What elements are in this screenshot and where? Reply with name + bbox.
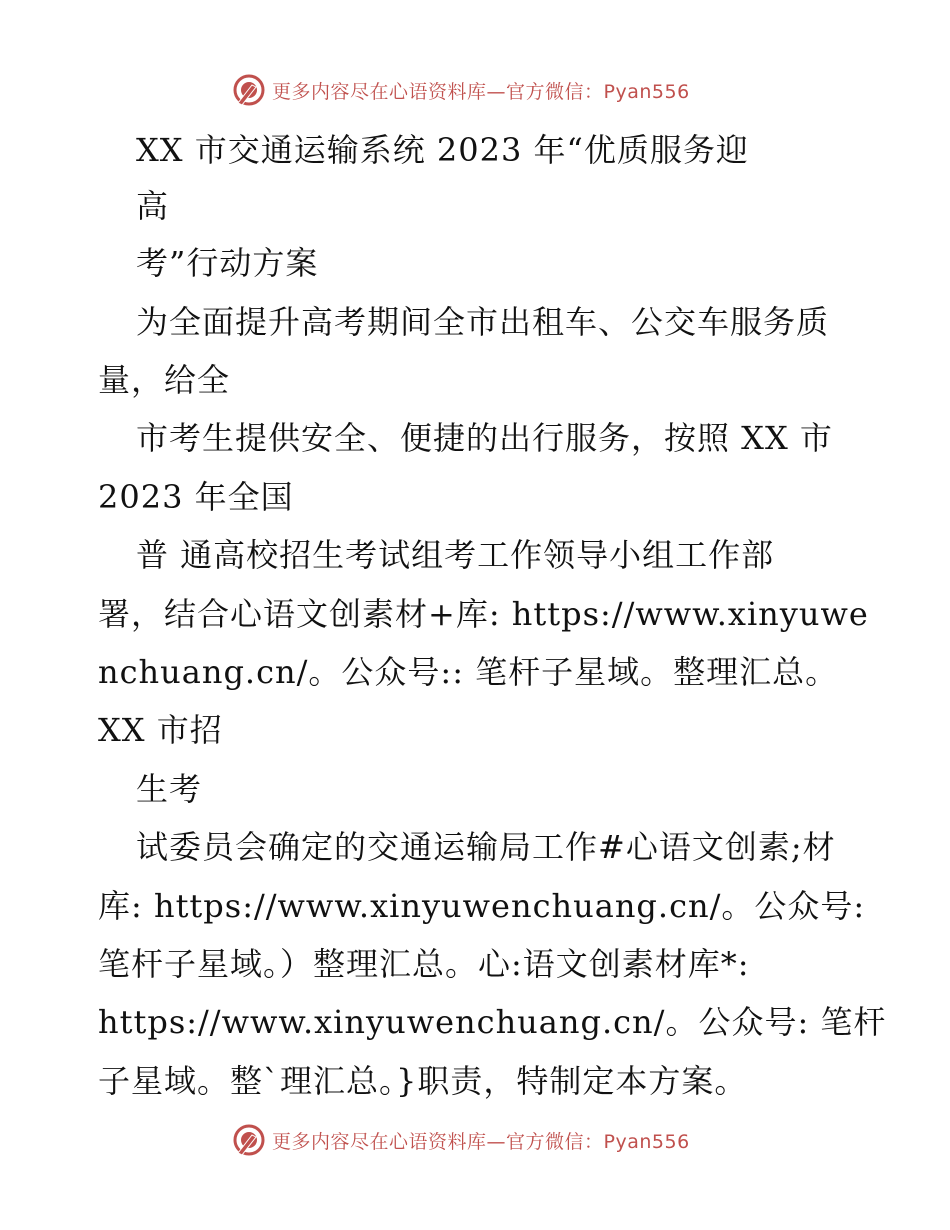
footer-watermark-banner xyxy=(232,1122,690,1158)
paragraph-line: 署，结合心语文创素材+库: https://www.xinyuwe xyxy=(98,595,869,633)
paragraph-line: XX 市招 xyxy=(98,711,223,749)
watermark-text: 更多内容尽在心语资料库—官方微信：Pyan556 xyxy=(272,80,690,103)
paragraph-line: 为全面提升高考期间全市出租车、公交车服务质 xyxy=(136,303,830,341)
paragraph-line: 普 通高校招生考试组考工作领导小组工作部 xyxy=(136,536,775,574)
pen-logo-icon xyxy=(232,1123,266,1157)
title-line-2: 高 xyxy=(136,187,170,225)
paragraph-line: 2023 年全国 xyxy=(98,478,294,516)
pen-logo-icon xyxy=(232,73,266,107)
paragraph-line: 量，给全 xyxy=(98,361,231,399)
paragraph-line: https://www.xinyuwenchuang.cn/。公众号: 笔杆 xyxy=(98,1003,887,1041)
paragraph-line: 生考 xyxy=(136,770,203,808)
paragraph-line: 笔杆子星域。）整理汇总。心:语文创素材库*: xyxy=(98,945,750,983)
paragraph-line: nchuang.cn/。公众号:: 笔杆子星域。整理汇总。 xyxy=(98,653,839,691)
watermark-text: 更多内容尽在心语资料库—官方微信：Pyan556 xyxy=(272,1130,690,1153)
title-line-1: XX 市交通运输系统 2023 年“优质服务迎 xyxy=(136,131,749,169)
paragraph-line: 市考生提供安全、便捷的出行服务，按照 XX 市 xyxy=(136,419,833,457)
paragraph-line: 试委员会确定的交通运输局工作#心语文创素;材 xyxy=(136,828,836,866)
header-watermark-banner xyxy=(232,72,690,108)
paragraph-line: 库: https://www.xinyuwenchuang.cn/。公众号: xyxy=(98,887,866,925)
title-line-3: 考”行动方案 xyxy=(136,244,319,282)
paragraph-line: 子星域。整`理汇总。}职责，特制定本方案。 xyxy=(98,1062,748,1100)
